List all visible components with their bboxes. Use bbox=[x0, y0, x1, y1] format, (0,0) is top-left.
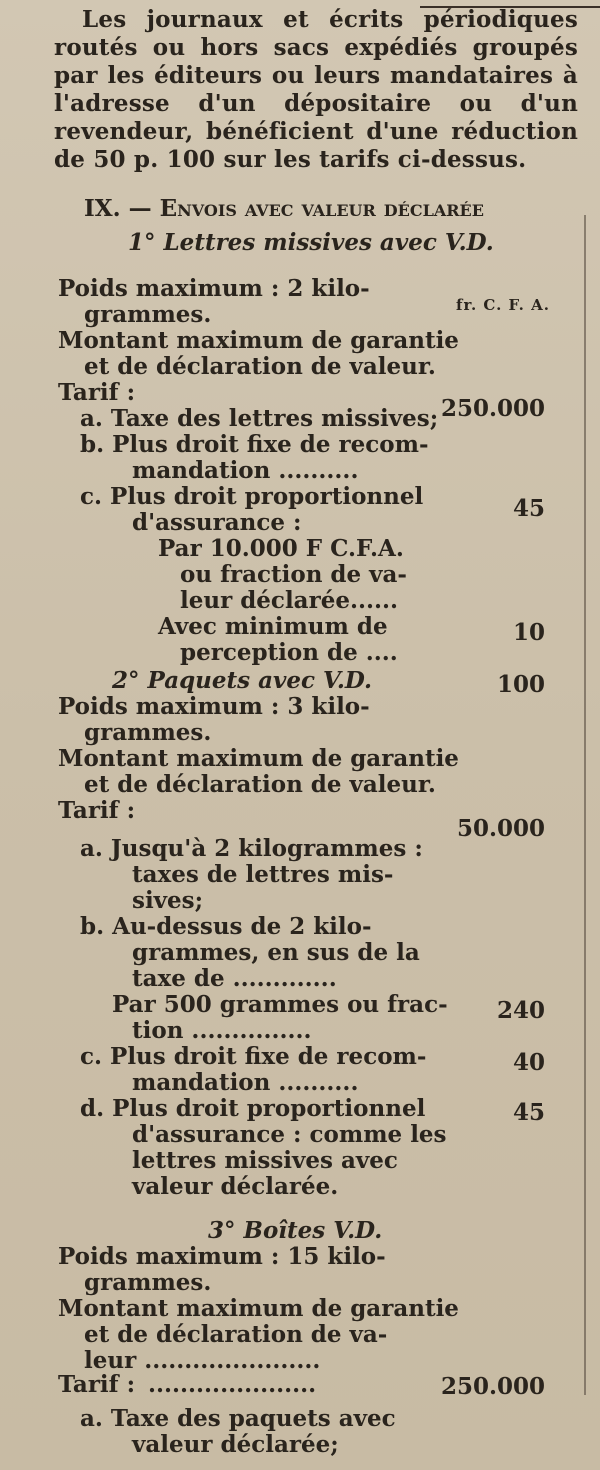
s2-item-d-line4: valeur déclarée. bbox=[132, 1173, 339, 1200]
s1-item-b-value: 45 bbox=[512, 495, 545, 522]
s2-item-a-line1: a. Jusqu'à 2 kilogrammes : bbox=[80, 835, 423, 862]
s1-title: 1° Lettres missives avec V.D. bbox=[128, 229, 494, 256]
s1-item-c-line4: ou fraction de va- bbox=[180, 561, 407, 588]
intro-paragraph: Les journaux et écrits périodiques routés ou hors sacs expédiés groupés par les éditeurs ou leurs mandataires à l'adresse d'un dépositaire ou d'un revendeur, bénéficient d'une réduction de 50 p. 100 sur les tarifs ci-dessus. bbox=[54, 6, 578, 173]
s1-item-c-line6: Avec minimum de bbox=[158, 613, 388, 640]
s3-montant-line2: et de déclaration de va- bbox=[84, 1321, 388, 1348]
s2-item-a-line3: sives; bbox=[132, 887, 204, 914]
s2-item-d-value: 45 bbox=[512, 1099, 545, 1126]
s2-title: 2° Paquets avec V.D. bbox=[112, 667, 372, 694]
s3-tarif-label: Tarif : bbox=[58, 1371, 136, 1398]
s1-item-a: a. Taxe des lettres missives; bbox=[80, 405, 439, 432]
s2-tarif-label: Tarif : bbox=[58, 797, 136, 824]
s2-montant-line2: et de déclaration de valeur. bbox=[84, 771, 436, 798]
s1-montant-value: 250.000 bbox=[440, 395, 545, 422]
s1-item-c-line5: leur déclarée...... bbox=[180, 587, 399, 614]
s3-poids-line1: Poids maximum : 15 kilo- bbox=[58, 1243, 386, 1270]
s3-montant-line1: Montant maximum de garantie bbox=[58, 1295, 459, 1322]
section-title: IX. — Envois avec valeur déclarée bbox=[84, 195, 484, 222]
s1-poids-line2: grammes. bbox=[84, 301, 212, 328]
s1-item-c-line7: perception de .... bbox=[180, 639, 398, 666]
s2-item-d-line3: lettres missives avec bbox=[132, 1147, 398, 1174]
s2-poids-line2: grammes. bbox=[84, 719, 212, 746]
s2-item-d-line1: d. Plus droit proportionnel bbox=[80, 1095, 426, 1122]
s1-montant-line2: et de déclaration de valeur. bbox=[84, 353, 436, 380]
s1-poids-line1: Poids maximum : 2 kilo- bbox=[58, 275, 370, 302]
s3-montant-line3: leur ...................... bbox=[84, 1347, 321, 1374]
s1-montant-line1: Montant maximum de garantie bbox=[58, 327, 459, 354]
s1-item-c-line1: c. Plus droit proportionnel bbox=[80, 483, 424, 510]
s3-montant-value: 250.000 bbox=[440, 1373, 545, 1400]
unit-label: fr. C. F. A. bbox=[456, 296, 550, 314]
s2-item-c-line2: mandation .......... bbox=[132, 1069, 359, 1096]
s2-item-b-line4: Par 500 grammes ou frac- bbox=[112, 991, 448, 1018]
s1-item-b-line2: mandation .......... bbox=[132, 457, 359, 484]
s2-item-a-line2: taxes de lettres mis- bbox=[132, 861, 394, 888]
s3-poids-line2: grammes. bbox=[84, 1269, 212, 1296]
s2-item-b-line1: b. Au-dessus de 2 kilo- bbox=[80, 913, 372, 940]
s2-poids-line1: Poids maximum : 3 kilo- bbox=[58, 693, 370, 720]
s1-item-c-value2: 100 bbox=[496, 671, 545, 698]
s2-montant-line1: Montant maximum de garantie bbox=[58, 745, 459, 772]
s3-item-a-line2: valeur déclarée; bbox=[132, 1431, 339, 1458]
column-rule bbox=[584, 215, 586, 1395]
s1-item-c-line3: Par 10.000 F C.F.A. bbox=[158, 535, 404, 562]
s2-montant-value: 50.000 bbox=[456, 815, 545, 842]
s1-item-c-line2: d'assurance : bbox=[132, 509, 302, 536]
s2-item-b-line2: grammes, en sus de la bbox=[132, 939, 420, 966]
s2-item-d-line2: d'assurance : comme les bbox=[132, 1121, 447, 1148]
s1-tarif-label: Tarif : bbox=[58, 379, 136, 406]
s1-item-b-line1: b. Plus droit fixe de recom- bbox=[80, 431, 429, 458]
s2-item-c-line1: c. Plus droit fixe de recom- bbox=[80, 1043, 427, 1070]
s2-item-c-value: 40 bbox=[512, 1049, 545, 1076]
s2-item-b-line5: tion ............... bbox=[132, 1017, 312, 1044]
s2-item-b-line3: taxe de ............. bbox=[132, 965, 337, 992]
s3-item-a-line1: a. Taxe des paquets avec bbox=[80, 1405, 396, 1432]
s2-item-b-value: 240 bbox=[496, 997, 545, 1024]
s3-tarif-dots: ..................... bbox=[148, 1371, 317, 1398]
s3-title: 3° Boîtes V.D. bbox=[208, 1217, 383, 1244]
s1-item-c-value: 10 bbox=[512, 619, 545, 646]
